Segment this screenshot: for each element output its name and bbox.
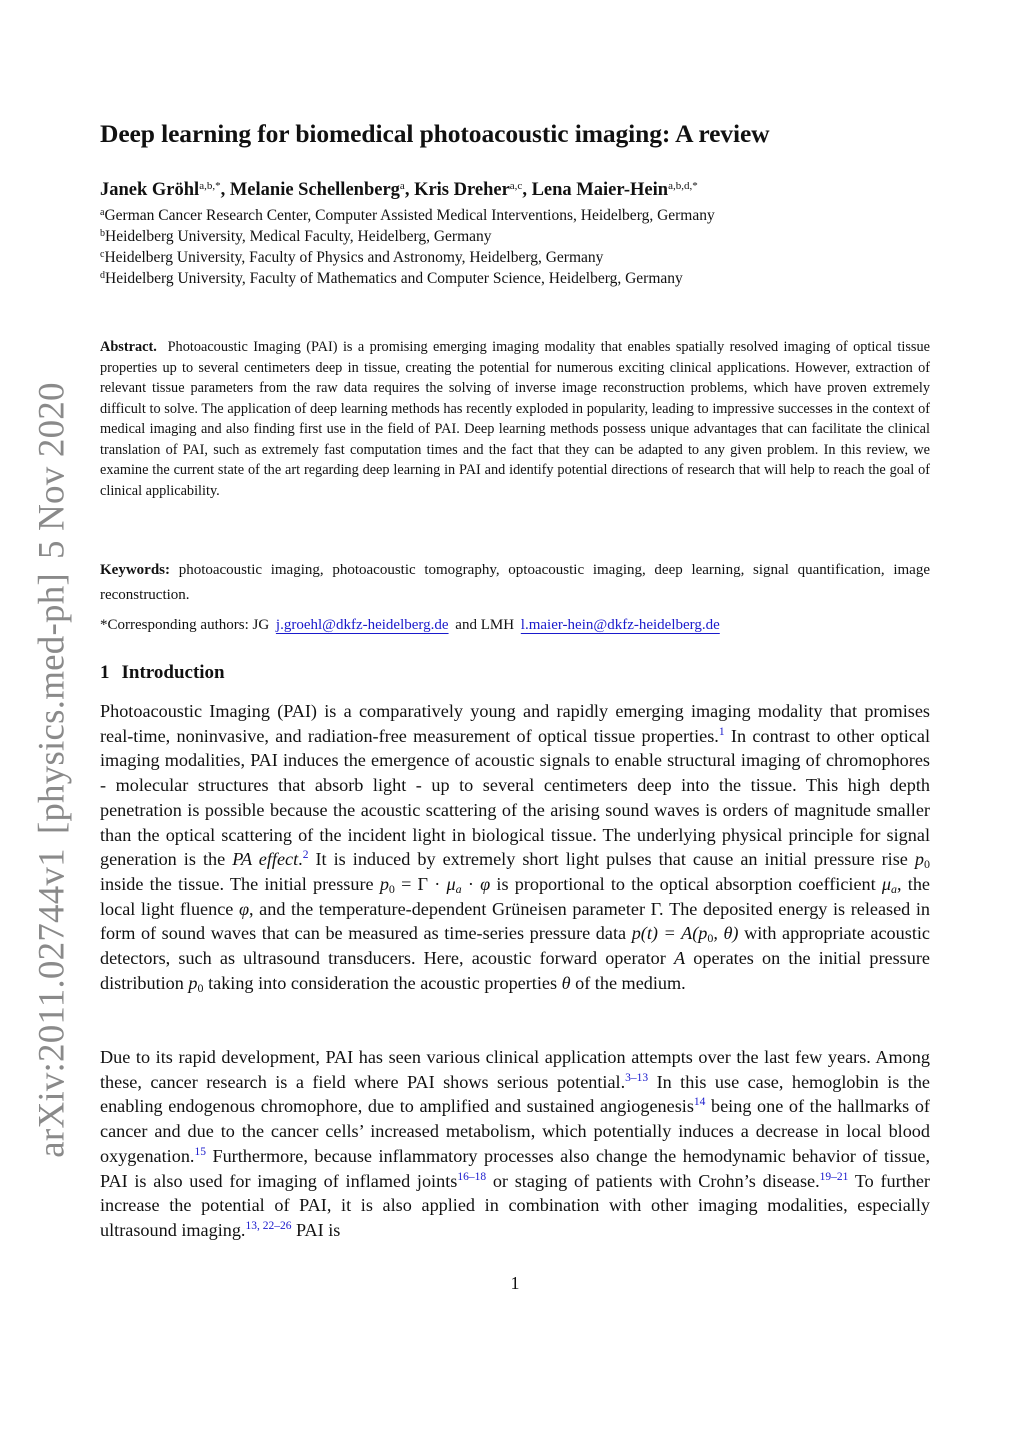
citation-link[interactable]: 1: [718, 725, 725, 738]
math-p0: $p_0$: [188, 972, 204, 995]
email-link-maier-hein[interactable]: l.maier-hein@dkfz-heidelberg.de: [520, 617, 720, 633]
affiliation-item: $^d$Heidelberg University, Faculty of Mathematics and Computer Science, Heidelberg, Germany: [100, 270, 683, 287]
citation-link[interactable]: 14: [693, 1096, 706, 1109]
math-theta: θ: [561, 972, 571, 993]
author-affiliation-mark: a: [399, 180, 405, 192]
email-link-groehl[interactable]: j.groehl@dkfz-heidelberg.de: [275, 617, 449, 633]
math-operator-a: A: [673, 948, 686, 969]
citation-link[interactable]: 15: [194, 1145, 206, 1158]
math-p0: $p_0$: [914, 849, 931, 872]
intro-paragraph-2: Due to its rapid development, PAI has seen various clinical application attempts over the last few years. Among these, cancer research is a field where PAI shows serious potential.$^{3-13}$ In this use case, hemoglobin is the enabling endogenous chromophore, due to amplified and sustained angiogenesis$^{14}$ being one of the hallmarks of cancer and due to the cancer cells’ increased metabolism, which potentially induces a decrease in local blood oxygenation.$^{15}$ Furthermore, because inflammatory processes also change the hemodynamic behavior of tissue, PAI is also used for imaging of inflamed joints$^{16-18}$ or staging of patients with Crohn’s disease.$^{19-21}$ To further increase the potential of PAI, it is also applied in combination with other imaging modalities, especially ultrasound imaging.$^{13, 22-26}$ PAI is: [100, 1047, 930, 1240]
arxiv-id: arXiv:2011.02744v1: [31, 848, 73, 1158]
intro-paragraph-1: Photoacoustic Imaging (PAI) is a comparatively young and rapidly emerging imaging modality that promises real-time, noninvasive, and radiation-free measurement of optical tissue properties.$^1$ In contrast to other optical imaging modalities, PAI induces the emergence of acoustic signals to enable structural imaging of chromophores - molecular structures that absorb light - up to several centimeters deep into the tissue. This high depth penetration is possible because the acoustic scattering of the arising sound waves is orders of magnitude smaller than the optical scattering of the incident light in biological tissue. The underlying physical principle for signal generation is the PA effect.$^2$ It is induced by extremely short light pulses that cause an initial pressure rise $p_0$ inside the tissue. The initial pressure $p_0 = \Gamma \cdot \mu_a \cdot \varphi$ is proportional to the optical absorption coefficient $\mu_a$, the local light fluence φ, and the temperature-dependent Grüneisen parameter Γ. The deposited energy is released in form of sound waves that can be measured as time-series pressure data $p(t) = A(p_0$, θ) with appropriate acoustic detectors, such as ultrasound transducers. Here, acoustic forward operator A operates on the initial pressure distribution $p_0$ taking into consideration the acoustic properties θ of the medium.: [100, 701, 931, 995]
author-list: Janek Gröhl$^{a,b,*}$, Melanie Schellenberg$^a$, Kris Dreher$^{a,c}$, Lena Maier-Hein$^{a,b,d,*}$: [100, 180, 698, 200]
abstract-text: Photoacoustic Imaging (PAI) is a promising emerging imaging modality that enables spatially resolved imaging of optical tissue properties up to several centimeters deep in tissue, creating the potential for numerous exciting clinical applications. However, extraction of relevant tissue parameters from the raw data requires the solving of inverse image reconstruction problems, which have proven extremely difficult to solve. The application of deep learning methods has recently exploded in popularity, leading to impressive successes in the context of medical imaging and also finding first use in the field of PAI. Deep learning methods possess unique advantages that can facilitate the clinical translation of PAI, such as extremely fast computation times and the fact that they can be adapted to any given problem. In this review, we examine the current state of the art regarding deep learning in PAI and identify potential directions of research that will help to reach the goal of clinical applicability.: [100, 339, 930, 499]
math-phi: φ: [480, 873, 491, 894]
author-affiliation-mark: a,c: [509, 180, 523, 192]
author-affiliation-mark: a,b,*: [199, 180, 221, 192]
affiliation-item: $^a$German Cancer Research Center, Computer Assisted Medical Interventions, Heidelberg, Germany: [100, 207, 715, 224]
citation-link[interactable]: 2: [302, 849, 309, 862]
citation-link[interactable]: 19–21: [819, 1170, 849, 1183]
citation-link[interactable]: 13, 22–26: [245, 1219, 292, 1232]
author-name: Lena Maier-Hein: [531, 180, 669, 200]
corresponding-prefix: *Corresponding authors: JG: [100, 617, 270, 633]
math-equation: = Γ ·: [394, 873, 447, 894]
author-name: Kris Dreher: [414, 180, 510, 200]
paper-title: Deep learning for biomedical photoacoustic imaging: A review: [100, 119, 770, 148]
math-phi: φ: [238, 898, 250, 919]
affiliation-list: [100, 205, 715, 289]
arxiv-stamp: [22, 382, 82, 1158]
emphasis: PA effect: [232, 849, 299, 870]
math-equation-pt: $p(t) = A(p_0$, θ): [631, 923, 739, 946]
keywords-text: photoacoustic imaging, photoacoustic tomography, optoacoustic imaging, deep learning, signal quantification, image reconstruction.: [100, 562, 930, 603]
affiliation-item: $^b$Heidelberg University, Medical Faculty, Heidelberg, Germany: [100, 228, 492, 245]
keywords: [100, 558, 930, 608]
abstract-label: Abstract.: [100, 339, 157, 355]
math-mu-a: $\mu_a$: [881, 873, 898, 896]
author-name: Janek Gröhl: [100, 180, 200, 200]
arxiv-date: 5 Nov 2020: [31, 382, 73, 560]
arxiv-category: [physics.med-ph]: [31, 573, 73, 835]
citation-link[interactable]: 16–18: [457, 1170, 487, 1183]
author-name: Melanie Schellenberg: [229, 180, 400, 200]
corresponding-authors: [100, 617, 723, 634]
corresponding-middle: and LMH: [455, 617, 515, 633]
section-number: 1: [100, 662, 110, 683]
page-number: 1: [510, 1273, 520, 1293]
affiliation-item: $^c$Heidelberg University, Faculty of Physics and Astronomy, Heidelberg, Germany: [100, 249, 604, 266]
citation-link[interactable]: 3–13: [625, 1071, 649, 1084]
keywords-label: Keywords:: [100, 562, 170, 578]
abstract: [100, 337, 930, 501]
author-affiliation-mark: a,b,d,*: [668, 180, 698, 192]
math-p0: $p_0$: [379, 873, 395, 896]
math-mu-a: $\mu_a$: [446, 873, 462, 896]
section-heading-introduction: [100, 662, 225, 684]
section-title: Introduction: [121, 662, 225, 683]
arxiv-stamp-text: [31, 382, 74, 1157]
